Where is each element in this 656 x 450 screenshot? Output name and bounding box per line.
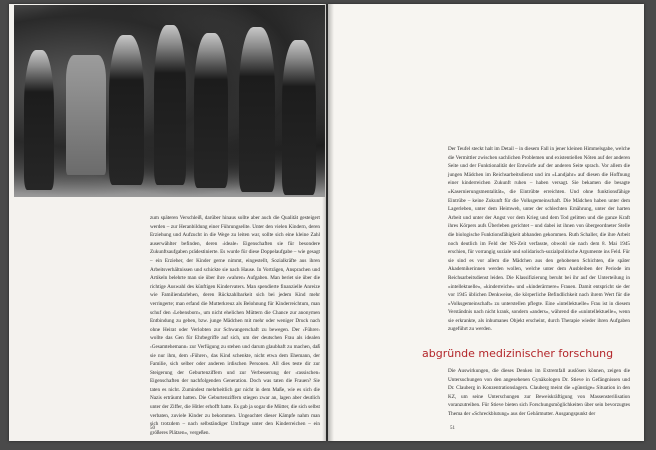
photo-figure [24, 50, 54, 190]
section-heading: abgründe medizinischer forschung [422, 347, 614, 360]
page-number-left: 50 [150, 426, 155, 431]
photo-figure [109, 35, 144, 185]
photo-figure [239, 27, 275, 192]
page-number-right: 51 [450, 426, 455, 431]
photo-figure [194, 33, 228, 188]
paragraph: Die Auswirkungen, die dieses Denken im Extremfall auslösen können, zeigen die Untersuchungen von den angesehenen Gynäkologen Dr. Stieve in Gefängnissen und Dr. Clauberg in Konzentrationslagern. Clauberg meint die »günstige« Situation in den KZ, um seine Unterschungen zur Beweiskräftigung von Massensterilisation voranzutreiben. Für Stieve bieten sich Forschungsmöglichkeiten über sein bevorzugtes Thema der »Schreckblutung« aus der Gebärmutter. Ausgangspunkt der [448, 368, 630, 417]
left-page-body [150, 214, 320, 437]
photo-figure [66, 55, 106, 175]
right-page-body-top [448, 145, 630, 334]
paragraph: Der Teufel steckt halt im Detail – in diesem Fall in jener kleinen Himmelsgabe, welche die Vermittler zwischen sachlichen Problemen und existentiellen Nöten auf der anderen Seite und der Funktionalität der Entwürfe auf der anderen Seite sprach. Vor allem die jungen Mädchen im Reichsarbeitsdienst und im »Landjahr« auf diesen die Hoffnung einer kinderreichen Zukunft ruhen – haben versagt. Sie bekamen die besagte »Kasernierungsmentalität«, die Eintrübte erreichten. Und ohne funktionsfähige Eintrübe – keine Zukunft für die Volksgemeinschaft. Die Mädchen haben unter dem Lagerleben, unter dem Heimweh, unter der schlechten Ernährung, unter der harten Arbeit und unter der Angst vor dem Krieg und dem Tod gelitten und die ganze Kraft ihres Körpers aufs Überleben gerichtet – und dabei ist ihnen von übergeordneter Stelle die biologische Funktionsfähigkeit abhanden gekommen. Ruth Schaller, die ihre Arbeit noch deutlich im Feld der NS-Zeit verfasste, obwohl sie nach dem 8. Mai 1945 erschien, für vorrangig soziale und solidarisch-sozialpolitische Argumente ins Feld. Für sie sind es vor allem die Mädchen aus den gehobenen Schichten, die später Akademikerinnen werden wollen, welche unter dem Ausbleiben der Periode im Reichsarbeitsdienst leiden. Die Klassifizierung beruht bei ihr auf der Unterteilung in »intellektuelle«, »kinderreiche« und »kinderärmere« Frauen. Damit entspricht sie der vor 1945 üblichen Denkweise, die körperliche Befindlichkeit nach ihrem Wert für die »Volksgemeinschaft« zu unterstellen pflegte. Eine »intellektuelle« Frau ist in diesem Verständnis nach nicht krank, sondern »anders«, während die »unintellektuelle«, wenn sie erkrankte, als inhumanes Objekt erscheint, durch Therapie wieder ihren Aufgaben zugeführt zu werden. [448, 146, 630, 333]
historical-photo [14, 5, 325, 197]
right-page-body-bottom [448, 367, 630, 419]
photo-figure [282, 40, 316, 195]
photo-figure [154, 25, 186, 185]
paragraph: zum späteren Verschleiß, darüber hinaus sollte aber auch die Qualität gesteigert werden – zur Heranbildung einer Führungselite. Unter den vielen Kindern, deren Erziehung und Aufzucht in die Wege zu leiten war, sollte sich eine kleine Zahl auserwählter befinden, deren ›ideale‹ Eigenschaften sie für besondere Zukunftsaufgaben prädestinierte. Es wurde für diese Doppelaufgabe – wie gesagt – ein Erzieher, der Kinder gerne nimmt, eingestellt, Sozialkräfte aus ihren Arbeitsverhältnissen und schickte sie nach Hause. In Vorträgen, Ansprachen und Artikeln belehrte man sie über ihre ›wahren‹ Aufgaben. Man beriet sie über die richtige Auswahl des künftigen Kindervaters. Man spendierte finanzielle Anreize wie Familiendarlehen, deren Rückzahlbarkeit sich bei jedem Kind mehr verringerte; man erfand die Mutterkreuz als Belohnung für Kinderreichtum, man schuf den ›Lebensborn‹, um nicht ehelichen Müttern die Chance zur anonymen Entbindung zu geben, bzw. junge Mädchen mit mehr oder weniger Druck nach ohne Heirat oder Verlobten zur Schwangerschaft zu bewegen. Der ›Führer‹ wollte das Gen für Ehrbegriffe auf sich, um der deutschen Frau als idealen ›Gesamtehemann‹ zur Verfügung zu stehen und darum glaubhaft zu machen, daß sie nur ihm, dem ›Führer‹, das Kind schenkte, nicht etwa dem Ehemann, der Familie, sich selber oder anderen irdischen Personen. All dies teste dir zur Steigerung der Geburtenziffern und zur Verbesserung der ›rassischen‹ Eigenschaften der nachfolgenden Generation. Doch was taten die Frauen? Sie taten es nicht. Zumindest mehrheitlich gar nicht in dem Maße, wie es sich die Nazis erträumt hatten. Die Geburtenziffern stiegen zwar an, lagen aber deutlich unter der Ziffer, die Hitler erhofft hatte. Es gab ja sogar die Mütter, die sich selbst verbaten, zuviele Kinder zu bekommen. Ungeachtet dieser Kämpfe nahm man sich trotzdem – nach selbständiger Umfrage unter den Kinderreichen – ein größeres Plätzen«, vergeßen. [150, 215, 320, 436]
